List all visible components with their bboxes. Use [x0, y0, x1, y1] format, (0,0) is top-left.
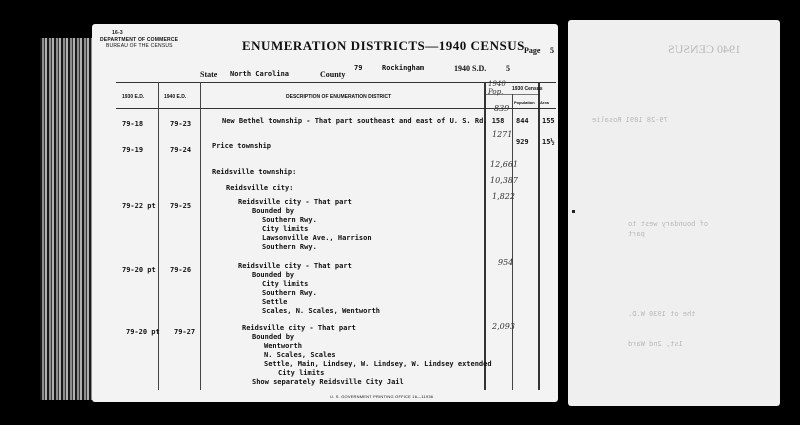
- column-divider: [158, 82, 159, 390]
- ghost-line: 1st, 2nd Ward: [628, 340, 683, 348]
- description-line: Bounded by: [252, 207, 295, 215]
- department-name: DEPARTMENT OF COMMERCE: [100, 37, 179, 43]
- area: 155: [542, 117, 555, 125]
- description-line: Southern Rwy.: [262, 216, 317, 224]
- handwritten-header: 1940 Pop.: [488, 80, 506, 96]
- right-page-bleedthrough: [568, 20, 780, 406]
- ghost-line: the ot 1930 W.D.: [628, 310, 696, 318]
- population-1930: 929: [516, 138, 529, 146]
- handwritten-population: 12,661: [490, 160, 518, 169]
- county-code: 79: [354, 64, 363, 72]
- bleed-mark: [572, 210, 575, 213]
- description-line: Show separately Reidsville City Jail: [252, 378, 404, 386]
- sd-value: 5: [506, 64, 510, 73]
- ed-1940: 79-26: [170, 266, 192, 274]
- ghost-line: of boundary west to: [628, 220, 709, 228]
- description-line: Bounded by: [252, 271, 295, 279]
- left-page: [92, 24, 558, 402]
- col-header-description: DESCRIPTION OF ENUMERATION DISTRICT: [286, 94, 392, 100]
- county-value: Rockingham: [382, 64, 425, 72]
- handwritten-population: 10,387: [490, 176, 518, 185]
- handwritten-population: 954: [498, 258, 514, 267]
- handwritten-population: 1,822: [492, 192, 515, 201]
- col-header-population: Population: [514, 100, 535, 105]
- state-label: State: [200, 70, 218, 79]
- column-divider: [538, 82, 540, 390]
- sd-label: 1940 S.D.: [454, 64, 487, 73]
- description-line: Scales, N. Scales, Wentworth: [262, 307, 381, 315]
- description-line: City limits: [278, 369, 325, 377]
- description-line: Southern Rwy.: [262, 243, 317, 251]
- county-label: County: [320, 70, 346, 79]
- description-line: Reidsville township:: [212, 168, 297, 176]
- description-line: Wentworth: [264, 342, 302, 350]
- ed-1930: 79-20 pt: [122, 266, 156, 274]
- description-line: Settle, Main, Lindsey, W. Lindsey, W. Lindsey extended: [264, 360, 492, 368]
- page-number: 5: [550, 46, 554, 55]
- ed-1930: 79-18: [122, 120, 144, 128]
- col-header-1930-census: 1930 Census: [512, 86, 543, 92]
- description-line: Reidsville city - That part: [238, 262, 352, 270]
- ed-1940: 79-27: [174, 328, 196, 336]
- description-line: Settle: [262, 298, 288, 306]
- description-line: New Bethel township - That part southeast and east of U. S. Rd. 158: [222, 117, 505, 125]
- ed-1930: 79-22 pt: [122, 202, 156, 210]
- document-title: ENUMERATION DISTRICTS—1940 CENSUS: [242, 38, 525, 53]
- population-1930: 844: [516, 117, 529, 125]
- column-divider: [200, 82, 201, 390]
- description-line: Reidsville city - That part: [242, 324, 356, 332]
- col-header-1940-ed: 1940 E.D.: [164, 94, 187, 100]
- col-header-1930-ed: 1930 E.D.: [122, 94, 145, 100]
- description-line: Southern Rwy.: [262, 289, 317, 297]
- description-line: Reidsville city:: [226, 184, 294, 192]
- column-divider: [484, 82, 486, 390]
- ghost-title: 1940 CENSUS: [668, 42, 742, 56]
- state-value: North Carolina: [230, 70, 290, 78]
- ed-1940: 79-25: [170, 202, 192, 210]
- page-label: Page: [524, 46, 541, 55]
- description-line: City limits: [262, 280, 309, 288]
- description-line: N. Scales, Scales: [264, 351, 336, 359]
- description-line: City limits: [262, 225, 309, 233]
- handwritten-population: 1271: [492, 130, 513, 139]
- ed-1930: 79-20 pt: [126, 328, 160, 336]
- printer-footer: U. S. GOVERNMENT PRINTING OFFICE 16—11936: [330, 394, 434, 399]
- description-line: Bounded by: [252, 333, 295, 341]
- book-page-edges: [40, 38, 98, 400]
- handwritten-population: 2,093: [492, 322, 515, 331]
- description-line: Lawsonville Ave., Harrison: [262, 234, 372, 242]
- handwritten-population: 839: [494, 104, 510, 113]
- ed-1930: 79-19: [122, 146, 144, 154]
- area: 15½: [542, 138, 555, 146]
- description-line: Reidsville city - That part: [238, 198, 352, 206]
- ed-1940: 79-23: [170, 120, 192, 128]
- table-header-rule: [116, 108, 556, 109]
- description-line: Price township: [212, 142, 272, 150]
- ed-1940: 79-24: [170, 146, 192, 154]
- bureau-name: BUREAU OF THE CENSUS: [106, 43, 173, 49]
- col-header-area: Area: [540, 100, 549, 105]
- form-number: 16-3: [112, 30, 123, 36]
- ghost-line: 79-28 1891 Rosalie: [592, 116, 668, 124]
- ghost-line: part: [628, 230, 645, 238]
